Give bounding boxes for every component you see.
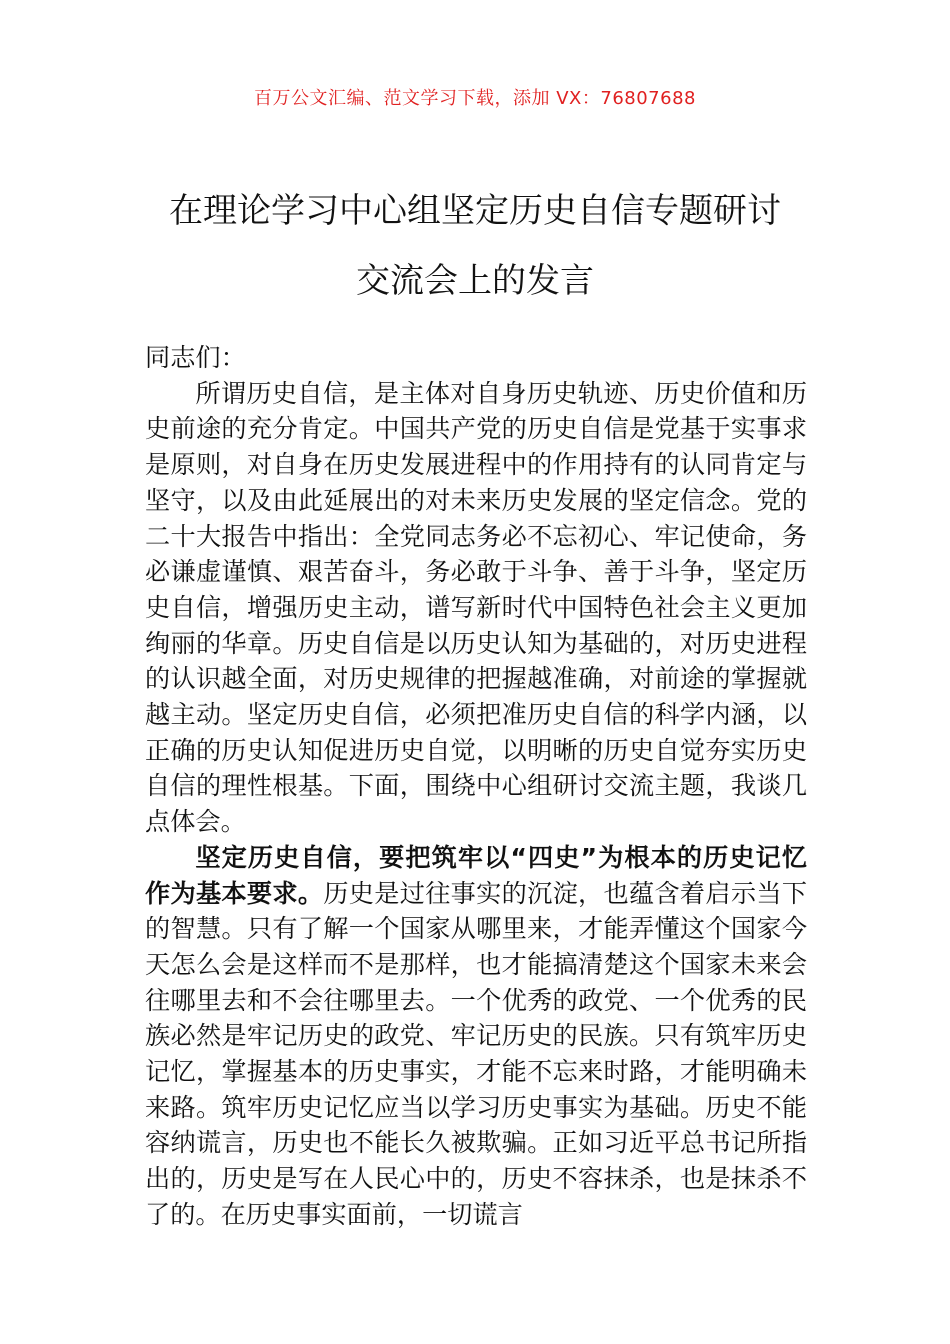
title-line-1: 在理论学习中心组坚定历史自信专题研讨 (169, 191, 781, 231)
paragraph-2-bold-lead: 坚定历史自信，要把筑牢以“四史”为根本的历史记忆作为基本要求。 (145, 842, 807, 908)
document-body (145, 340, 807, 1233)
paragraph-2-text: 历史是过往事实的沉淀，也蕴含着启示当下的智慧。只有了解一个国家从哪里来，才能弄懂这个国家今天怎么会是这样而不是那样，也才能搞清楚这个国家未来会往哪里去和不会往哪里去。一个优秀的政党、一个优秀的民族必然是牢记历史的政党、牢记历史的民族。只有筑牢历史记忆，掌握基本的历史事实，才能不忘来时路，才能明确未来路。筑牢历史记忆应当以学习历史事实为基础。历史不能容纳谎言，历史也不能长久被欺骗。正如习近平总书记所指出的，历史是写在人民心中的，历史不容抹杀，也是抹杀不了的。在历史事实面前，一切谎言 (145, 878, 808, 1229)
title-line-2: 交流会上的发言 (356, 261, 594, 301)
salutation: 同志们： (145, 343, 246, 372)
paragraph-1: 所谓历史自信，是主体对自身历史轨迹、历史价值和历史前途的充分肯定。中国共产党的历史自信是党基于实事求是原则，对自身在历史发展进程中的作用持有的认同肯定与坚守，以及由此延展出的对未来历史发展的坚定信念。党的二十大报告中指出：全党同志务必不忘初心、牢记使命，务必谦虚谨慎、艰苦奋斗，务必敢于斗争、善于斗争，坚定历史自信，增强历史主动，谱写新时代中国特色社会主义更加绚丽的华章。历史自信是以历史认知为基础的，对历史进程的认识越全面，对历史规律的把握越准确，对前途的掌握就越主动。坚定历史自信，必须把准历史自信的科学内涵，以正确的历史认知促进历史自觉，以明晰的历史自觉夯实历史自信的理性根基。下面，围绕中心组研讨交流主题，我谈几点体会。 (145, 378, 807, 837)
header-note: 百万公文汇编、范文学习下载，添加 VX：76807688 (254, 88, 696, 109)
document-title (120, 176, 830, 316)
paragraph-2 (145, 840, 807, 1233)
